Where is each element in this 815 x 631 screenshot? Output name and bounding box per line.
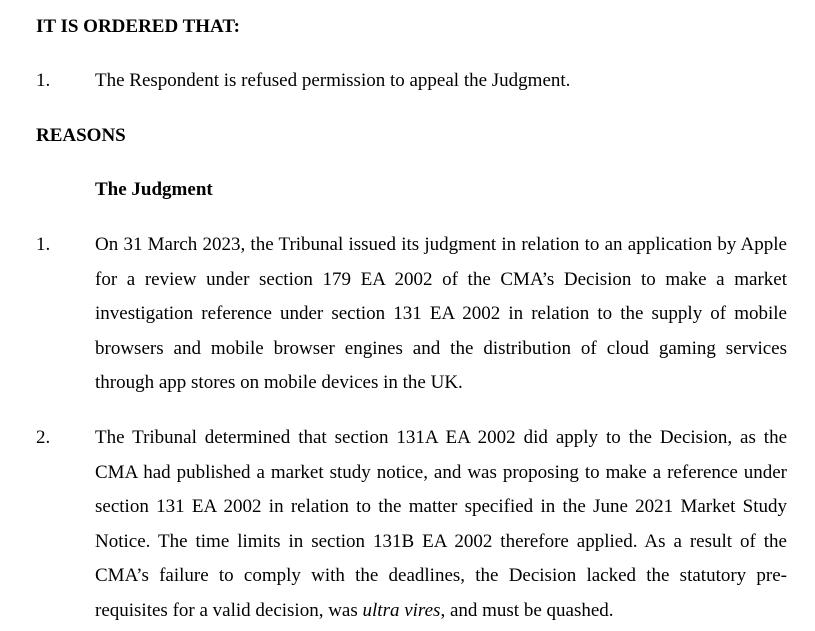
paragraph-text-part: , and must be quashed.: [440, 599, 614, 621]
section-subheading: The Judgment: [95, 179, 213, 200]
paragraph-text: [95, 421, 787, 629]
order-item-text: The Respondent is refused permission to appeal the Judgment.: [95, 70, 571, 91]
paragraph-text: On 31 March 2023, the Tribunal issued its judgment in relation to an application by Apple for a review under section 179 EA 2002 of the CMA’s Decision to make a market investigation reference under section 131 EA 2002 in relation to the supply of mobile browsers and mobile browser engines and the distribution of cloud gaming services through app stores on mobile devices in the UK.: [95, 234, 787, 394]
reasons-heading: REASONS: [36, 125, 126, 146]
italic-term: ultra vires: [362, 599, 441, 621]
paragraph-text-part: The Tribunal determined that section 131A EA 2002 did apply to the Decision, as the CMA had published a market study notice, and was proposing to make a reference under section 131 EA 2002 in relation to the matter specified in the June 2021 Market Study Notice. The time limits in section 131B EA 2002 therefore applied. As a result of the CMA’s failure to comply with the deadlines, the Decision lacked the statutory pre-requisites for a valid decision, was: [95, 427, 787, 621]
paragraph-number: 2.: [36, 427, 51, 448]
order-item-number: 1.: [36, 70, 51, 91]
paragraph-number: 1.: [36, 234, 51, 255]
order-heading: IT IS ORDERED THAT:: [36, 16, 240, 37]
